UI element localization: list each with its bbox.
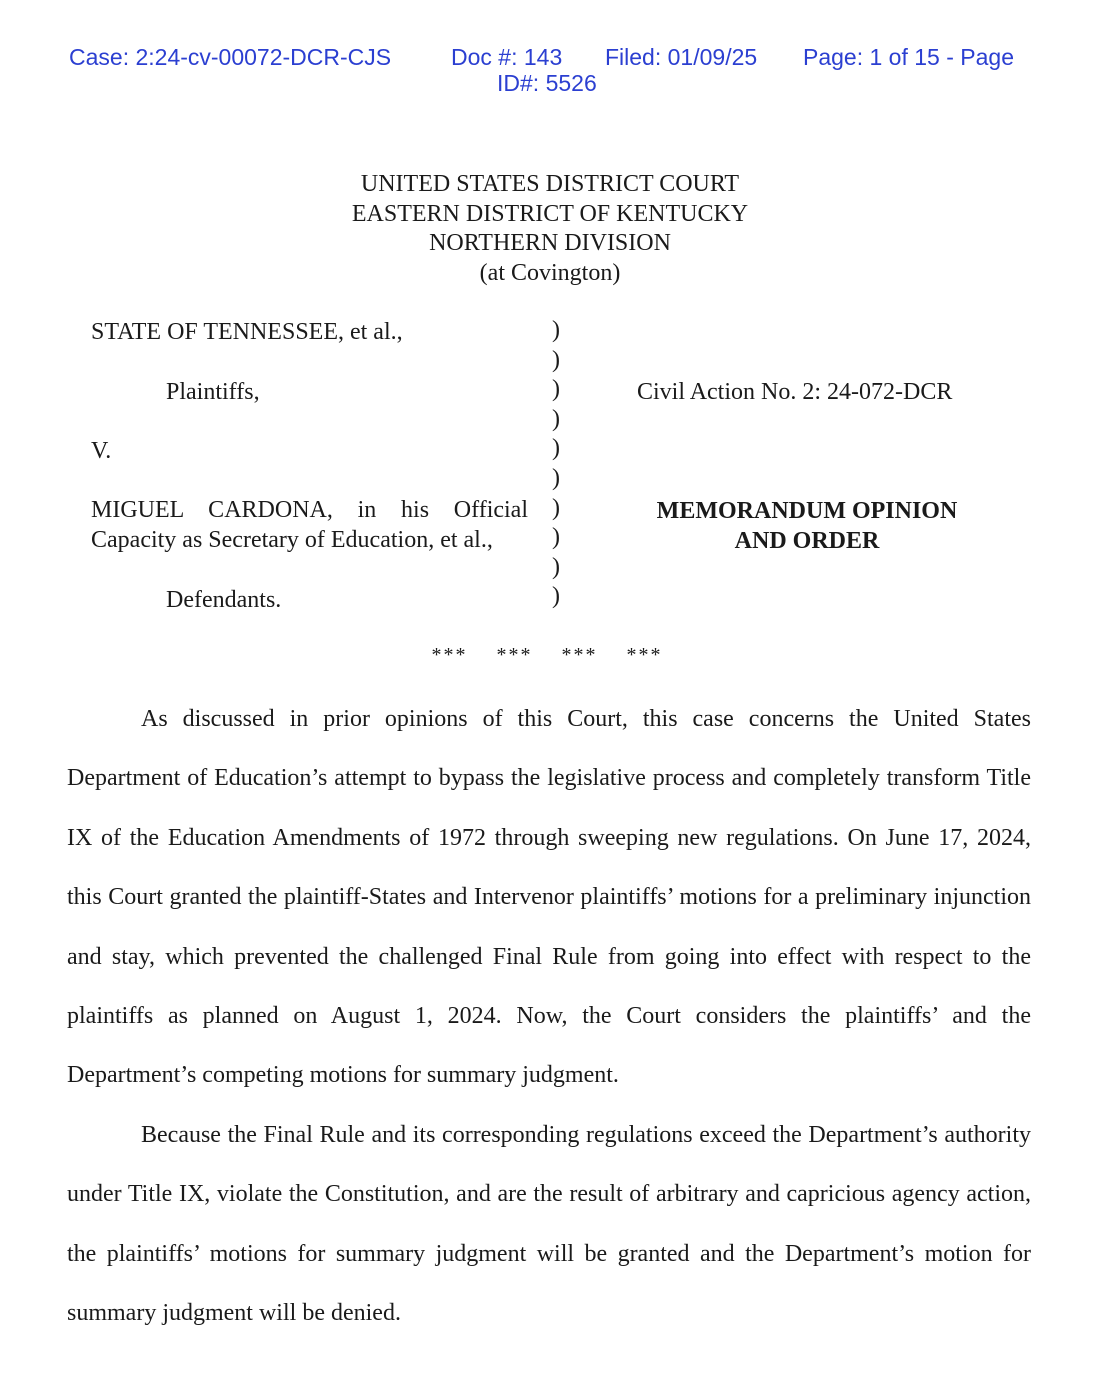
doc-number: Doc #: 143 <box>451 44 563 70</box>
page-count: Page: 1 of 15 - Page <box>803 44 1014 70</box>
paragraph-1-text: As discussed in prior opinions of this Court, this case concerns the United States Department of Education’s attempt to bypass the legislative process and completely transform Title IX of the Education Amendments of 1972 through sweeping new regulations. On June 17, 2024, this Court granted the plaintiff-States and Intervenor plaintiffs’ motions for a preliminary injunction and stay, which prevented the challenged Final Rule from going into effect with respect to the plaintiffs as planned on August 1, 2024. Now, the Court considers the plaintiffs’ and the Department’s competing motions for summary judgment. <box>67 706 1031 1089</box>
court-location: (at Covington) <box>479 259 621 286</box>
paren: ) <box>552 317 560 343</box>
section-separator: *** *** *** *** <box>431 644 663 666</box>
case-number: Case: 2:24-cv-00072-DCR-CJS <box>69 44 392 70</box>
paren: ) <box>552 583 560 610</box>
page-id: ID#: 5526 <box>497 70 597 96</box>
court-district: EASTERN DISTRICT OF KENTUCKY <box>351 200 749 227</box>
paren: ) <box>552 346 560 373</box>
title-line-1: MEMORANDUM OPINION <box>656 498 958 524</box>
body-paragraph-2 <box>67 1106 1031 1344</box>
filed-date: Filed: 01/09/25 <box>605 44 758 70</box>
plaintiffs-label: Plaintiffs, <box>166 379 260 405</box>
paren: ) <box>552 376 560 403</box>
paren: ) <box>552 524 560 551</box>
defendant-line-1: MIGUEL CARDONA, in his Official <box>91 497 528 523</box>
paren: ) <box>552 494 560 521</box>
paren: ) <box>552 553 560 580</box>
versus: V. <box>91 438 112 464</box>
civil-action-number: Civil Action No. 2: 24-072-DCR <box>637 379 953 405</box>
body-paragraph-1 <box>67 690 1031 1106</box>
paren: ) <box>552 405 560 432</box>
document-title <box>640 496 974 556</box>
defendant-line-2: Capacity as Secretary of Education, et al., <box>91 527 493 553</box>
court-heading <box>0 170 1094 288</box>
caption-parentheses <box>552 316 560 612</box>
paren: ) <box>552 464 560 491</box>
title-line-2: AND ORDER <box>734 528 880 554</box>
paren: ) <box>552 435 560 462</box>
court-name: UNITED STATES DISTRICT COURT <box>360 171 740 197</box>
paragraph-2-text: Because the Final Rule and its corresponding regulations exceed the Department’s authority under Title IX, violate the Constitution, and are the result of arbitrary and capricious agency action, the plaintiffs’ motions for summary judgment will be granted and the Department’s motion for summary judgment will be denied. <box>67 1122 1031 1327</box>
plaintiff-name: STATE OF TENNESSEE, et al., <box>91 319 403 345</box>
court-division: NORTHERN DIVISION <box>429 230 671 256</box>
defendants-label: Defendants. <box>166 587 282 613</box>
